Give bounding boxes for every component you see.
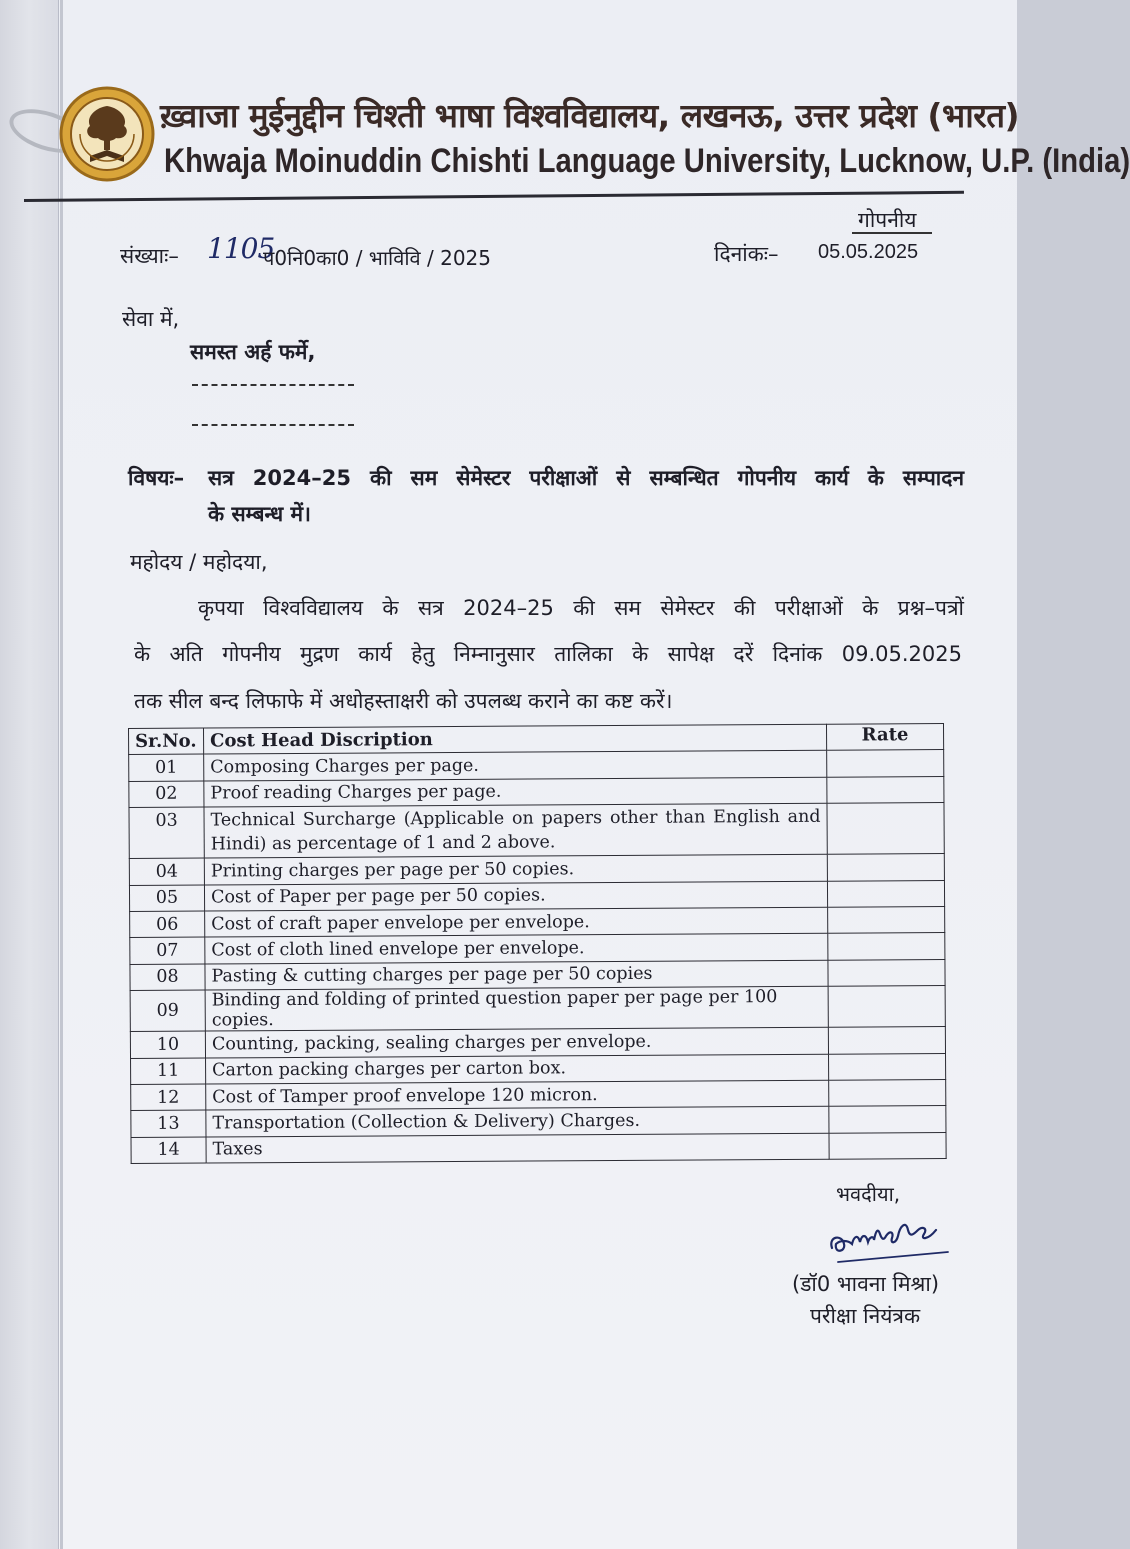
cost-head-cell: Counting, packing, sealing charges per envelope.	[205, 1027, 828, 1057]
sr-no-cell: 06	[130, 911, 205, 938]
cost-head-cell: Carton packing charges per carton box.	[206, 1054, 829, 1084]
signatory-designation: परीक्षा नियंत्रक	[810, 1304, 921, 1328]
rate-cell	[829, 1079, 946, 1106]
salutation: महोदय / महोदया,	[130, 550, 268, 574]
cost-head-cell: Binding and folding of printed question paper per page per 100 copies.	[205, 986, 828, 1031]
cost-head-cell: Cost of craft paper envelope per envelope.	[205, 907, 828, 937]
address-blank-line	[192, 424, 354, 426]
rate-cell	[829, 1132, 946, 1159]
cost-head-cell: Cost of cloth lined envelope per envelope.	[205, 934, 828, 964]
sr-no-cell: 09	[130, 990, 205, 1031]
date-label: दिनांकः–	[714, 242, 779, 266]
rate-cell	[827, 750, 944, 777]
subject-line: सत्र 2024–25 की सम सेमेस्टर परीक्षाओं से सम्बन्धित गोपनीय कार्य के सम्पादन	[208, 466, 964, 490]
sr-no-cell: 08	[130, 964, 205, 991]
rate-cell	[827, 803, 944, 855]
header-sr-no: Sr.No.	[129, 728, 204, 755]
body-line: तक सील बन्द लिफाफे में अधोहस्ताक्षरी को उपलब्ध कराने का कष्ट करें।	[134, 689, 673, 713]
rate-cell	[827, 776, 944, 803]
address-blank-line	[192, 384, 354, 386]
table-row	[131, 1132, 946, 1163]
rate-cell	[828, 1027, 945, 1054]
university-logo	[58, 78, 156, 190]
sr-no-cell: 04	[129, 858, 204, 885]
rate-cell	[827, 880, 944, 907]
subject-label: विषयः–	[128, 466, 185, 490]
date-value: 05.05.2025	[818, 241, 919, 263]
university-name-hindi: ख़्वाजा मुईनुद्दीन चिश्ती भाषा विश्वविद्यालय, लखनऊ, उत्तर प्रदेश (भारत)	[160, 96, 1020, 135]
rates-table	[128, 723, 947, 1164]
header-cost-head: Cost Head Discription	[204, 724, 827, 754]
sr-no-cell: 01	[129, 754, 204, 781]
cost-head-cell: Taxes	[206, 1133, 829, 1163]
subject-line: के सम्बन्ध में।	[208, 502, 312, 526]
header-divider	[24, 191, 964, 202]
cost-head-cell: Technical Surcharge (Applicable on papers other than English and Hindi) as percentage of 1 and 2 above.	[204, 803, 827, 858]
sr-no-cell: 11	[131, 1058, 206, 1085]
body-line: के अति गोपनीय मुद्रण कार्य हेतु निम्नानुसार तालिका के सापेक्ष दरें दिनांक 09.05.2025	[134, 642, 962, 666]
sr-no-cell: 02	[129, 781, 204, 808]
sr-no-cell: 13	[131, 1110, 206, 1137]
cost-head-cell: Cost of Paper per page per 50 copies.	[204, 881, 827, 911]
confidential-underline	[852, 232, 932, 234]
binding-edge	[60, 0, 63, 1549]
body-line: कृपया विश्वविद्यालय के सत्र 2024–25 की सम सेमेस्टर की परीक्षाओं के प्रश्न–पत्रों	[198, 596, 964, 620]
rate-cell	[828, 933, 945, 960]
binding-strip	[0, 0, 59, 1549]
rate-cell	[828, 959, 945, 986]
signatory-name: (डॉ0 भावना मिश्रा)	[792, 1272, 940, 1296]
cost-head-cell: Printing charges per page per 50 copies.	[204, 854, 827, 884]
cost-head-cell: Proof reading Charges per page.	[204, 777, 827, 807]
closing-text: भवदीया,	[836, 1182, 901, 1206]
reference-label: संख्याः–	[120, 244, 179, 268]
table-row	[129, 803, 944, 859]
university-name-english: Khwaja Moinuddin Chishti Language University, Lucknow, U.P. (India)	[164, 142, 1130, 180]
sr-no-cell: 14	[131, 1137, 206, 1164]
rate-cell	[829, 1106, 946, 1133]
handwritten-signature	[824, 1200, 954, 1270]
sr-no-cell: 07	[130, 937, 205, 964]
rate-cell	[828, 986, 945, 1028]
reference-suffix: प0नि0का0 / भाविवि / 2025	[263, 246, 491, 270]
rate-cell	[828, 906, 945, 933]
sr-no-cell: 05	[129, 885, 204, 912]
address-recipient: समस्त अर्ह फर्मे,	[190, 340, 316, 364]
confidential-mark: गोपनीय	[858, 208, 917, 232]
header-rate: Rate	[826, 724, 943, 751]
rate-cell	[827, 854, 944, 881]
reference-number-handwritten: 1105	[207, 232, 275, 265]
sr-no-cell: 10	[130, 1031, 205, 1058]
sr-no-cell: 12	[131, 1084, 206, 1111]
cost-head-cell: Composing Charges per page.	[204, 751, 827, 781]
sr-no-cell: 03	[129, 807, 204, 858]
cost-head-cell: Pasting & cutting charges per page per 50 copies	[205, 960, 828, 990]
cost-head-cell: Cost of Tamper proof envelope 120 micron.	[206, 1080, 829, 1110]
rate-cell	[829, 1053, 946, 1080]
table-row	[130, 986, 945, 1032]
address-to: सेवा में,	[122, 307, 180, 331]
cost-head-cell: Transportation (Collection & Delivery) Charges.	[206, 1107, 829, 1137]
